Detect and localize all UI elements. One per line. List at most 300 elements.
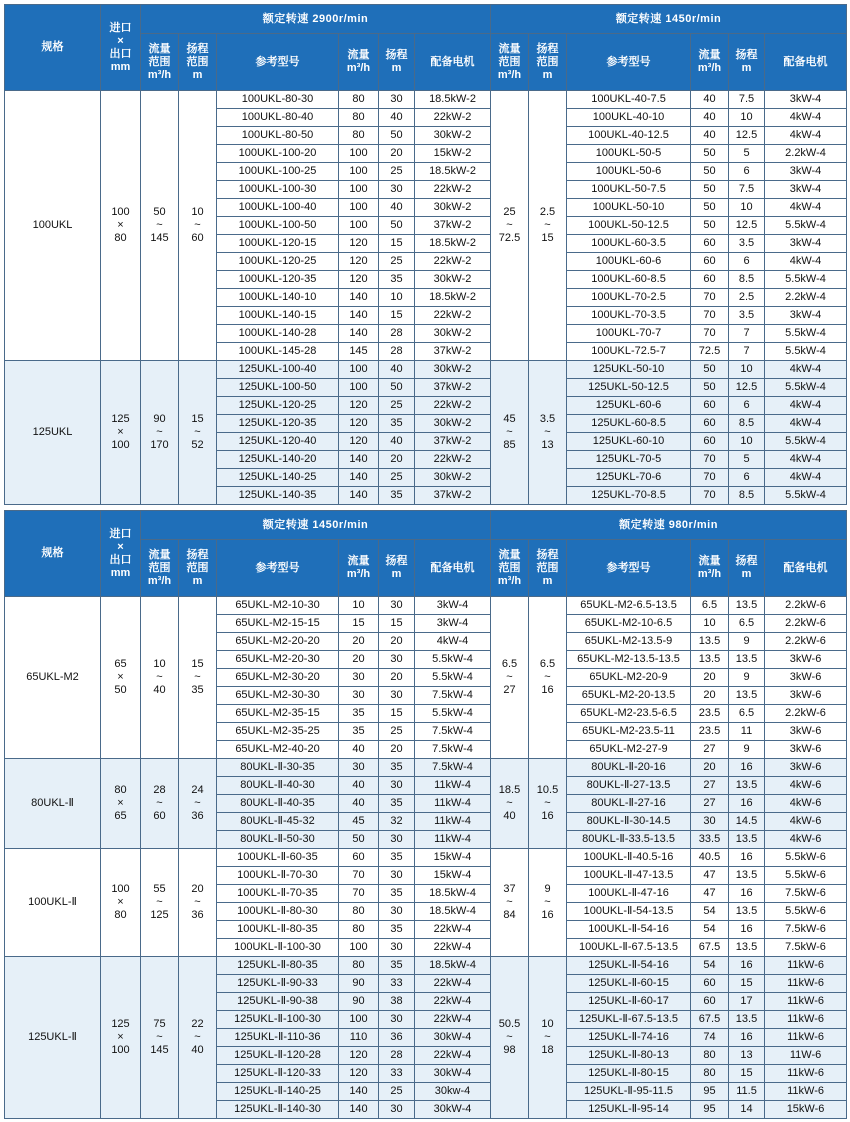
header-head-range-line: 范围: [536, 561, 559, 574]
header-head-range-line: m: [542, 68, 553, 81]
cell-flow-b: 60: [691, 433, 729, 451]
cell-head-b: 6.5: [729, 615, 765, 633]
header-flow-range-line: 流量: [148, 548, 171, 561]
table-row: [5, 597, 847, 615]
group-flow-range-b-line: 72.5: [498, 232, 521, 244]
cell-head-a: 30: [379, 1011, 415, 1029]
header-speed-b: 额定转速 980r/min: [491, 511, 847, 540]
header-head-range-line: 扬程: [536, 42, 559, 55]
header-head: [379, 540, 415, 597]
group-flow-range-a: [141, 849, 179, 957]
group-head-range-a-line: 10: [191, 206, 204, 218]
header-model: 参考型号: [217, 540, 339, 597]
group-head-range-a: [179, 91, 217, 361]
cell-motor-b: 4kW-4: [765, 361, 847, 379]
cell-model-a: 125UKL-Ⅱ-120-33: [217, 1065, 339, 1083]
cell-head-b: 13.5: [729, 651, 765, 669]
cell-motor-a: 37kW-2: [415, 433, 491, 451]
header-flow-range-line: 范围: [148, 561, 171, 574]
cell-motor-a: 30kW-4: [415, 1065, 491, 1083]
cell-head-b: 16: [729, 957, 765, 975]
cell-flow-a: 110: [339, 1029, 379, 1047]
cell-model-b: 100UKL-40-10: [567, 109, 691, 127]
group-io-line: 50: [114, 684, 127, 696]
cell-motor-a: 15kW-4: [415, 867, 491, 885]
cell-model-b: 100UKL-Ⅱ-47-16: [567, 885, 691, 903]
cell-head-b: 6: [729, 253, 765, 271]
cell-head-a: 25: [379, 1083, 415, 1101]
cell-flow-a: 80: [339, 109, 379, 127]
cell-flow-b: 60: [691, 253, 729, 271]
cell-head-a: 35: [379, 885, 415, 903]
cell-motor-a: 7.5kW-4: [415, 741, 491, 759]
header-flow-range-line: 范围: [498, 55, 521, 68]
cell-model-b: 125UKL-Ⅱ-95-11.5: [567, 1083, 691, 1101]
cell-motor-b: 5.5kW-6: [765, 867, 847, 885]
cell-motor-b: 4kW-4: [765, 109, 847, 127]
cell-model-b: 125UKL-Ⅱ-74-16: [567, 1029, 691, 1047]
group-head-range-b: [529, 91, 567, 361]
group-io-line: 125: [111, 1018, 130, 1030]
group-flow-range-b-line: ~: [506, 671, 513, 683]
group-io-line: ×: [117, 797, 124, 809]
cell-motor-b: 11kW-6: [765, 957, 847, 975]
cell-model-a: 100UKL-80-30: [217, 91, 339, 109]
cell-motor-b: 4kW-4: [765, 397, 847, 415]
header-flow-range-line: m³/h: [147, 68, 172, 81]
cell-flow-b: 10: [691, 615, 729, 633]
group-head-range-a-line: ~: [194, 426, 201, 438]
header-flow-range-line: 流量: [498, 42, 521, 55]
cell-model-a: 80UKL-Ⅱ-45-32: [217, 813, 339, 831]
cell-flow-b: 70: [691, 307, 729, 325]
group-head-range-b-line: 15: [541, 232, 554, 244]
cell-head-a: 28: [379, 1047, 415, 1065]
cell-motor-b: 5.5kW-4: [765, 487, 847, 505]
header-head-range-line: 范围: [186, 561, 209, 574]
header-flow-range-line: 范围: [498, 561, 521, 574]
cell-head-b: 9: [729, 669, 765, 687]
cell-motor-a: 7.5kW-4: [415, 723, 491, 741]
group-head-range-a-line: 20: [191, 883, 204, 895]
cell-model-b: 100UKL-72.5-7: [567, 343, 691, 361]
cell-flow-a: 120: [339, 235, 379, 253]
cell-head-b: 10: [729, 433, 765, 451]
cell-model-a: 125UKL-Ⅱ-110-36: [217, 1029, 339, 1047]
group-io-line: ×: [117, 426, 124, 438]
cell-model-b: 125UKL-60-8.5: [567, 415, 691, 433]
header-io: [101, 511, 141, 597]
group-flow-range-b-line: 85: [503, 439, 516, 451]
cell-motor-a: 30kW-2: [415, 469, 491, 487]
group-flow-range-b-line: 50.5: [498, 1018, 521, 1030]
cell-head-a: 40: [379, 199, 415, 217]
group-io-line: 80: [114, 909, 127, 921]
header-flow: [691, 34, 729, 91]
group-io-line: ×: [117, 219, 124, 231]
cell-model-b: 80UKL-Ⅱ-27-16: [567, 795, 691, 813]
cell-head-b: 10: [729, 109, 765, 127]
cell-motor-a: 37kW-2: [415, 487, 491, 505]
cell-head-b: 13: [729, 1047, 765, 1065]
cell-flow-b: 50: [691, 163, 729, 181]
cell-flow-b: 33.5: [691, 831, 729, 849]
header-head-line: m: [391, 62, 402, 74]
cell-head-a: 20: [379, 633, 415, 651]
cell-head-b: 7: [729, 325, 765, 343]
cell-head-a: 25: [379, 253, 415, 271]
group-head-range-b-line: 16: [541, 684, 554, 696]
cell-head-b: 5: [729, 451, 765, 469]
header-flow-range-line: 流量: [498, 548, 521, 561]
group-flow-range-b-line: 37: [503, 883, 516, 895]
group-head-range-b-line: 10.5: [536, 784, 559, 796]
cell-head-b: 13.5: [729, 777, 765, 795]
cell-flow-a: 140: [339, 487, 379, 505]
group-head-range-b-line: 18: [541, 1044, 554, 1056]
cell-motor-b: 5.5kW-6: [765, 849, 847, 867]
cell-flow-a: 100: [339, 181, 379, 199]
cell-motor-b: 11kW-6: [765, 1011, 847, 1029]
cell-head-a: 15: [379, 307, 415, 325]
cell-model-b: 100UKL-60-8.5: [567, 271, 691, 289]
cell-model-a: 100UKL-145-28: [217, 343, 339, 361]
cell-model-b: 65UKL-M2-13.5-13.5: [567, 651, 691, 669]
cell-model-b: 100UKL-Ⅱ-54-13.5: [567, 903, 691, 921]
cell-motor-b: 2.2kW-4: [765, 145, 847, 163]
group-flow-range-b-line: ~: [506, 426, 513, 438]
cell-motor-a: 3kW-4: [415, 615, 491, 633]
group-flow-range-a-line: 10: [153, 658, 166, 670]
header-motor: 配备电机: [765, 540, 847, 597]
cell-model-a: 100UKL-120-35: [217, 271, 339, 289]
cell-model-b: 125UKL-50-12.5: [567, 379, 691, 397]
group-spec: 125UKL: [5, 361, 101, 505]
cell-flow-a: 145: [339, 343, 379, 361]
cell-model-a: 125UKL-Ⅱ-100-30: [217, 1011, 339, 1029]
group-io-line: 65: [114, 810, 127, 822]
cell-model-b: 100UKL-50-12.5: [567, 217, 691, 235]
cell-motor-a: 22kW-2: [415, 307, 491, 325]
cell-model-a: 100UKL-Ⅱ-70-30: [217, 867, 339, 885]
cell-motor-a: 37kW-2: [415, 217, 491, 235]
group-head-range-a-line: ~: [194, 219, 201, 231]
cell-motor-a: 22kW-4: [415, 1047, 491, 1065]
cell-head-b: 6: [729, 397, 765, 415]
cell-flow-b: 40: [691, 109, 729, 127]
cell-model-a: 100UKL-Ⅱ-60-35: [217, 849, 339, 867]
cell-model-b: 80UKL-Ⅱ-27-13.5: [567, 777, 691, 795]
cell-motor-a: 18.5kW-2: [415, 91, 491, 109]
cell-model-a: 125UKL-140-25: [217, 469, 339, 487]
cell-model-a: 100UKL-80-40: [217, 109, 339, 127]
cell-head-a: 32: [379, 813, 415, 831]
group-flow-range-b-line: 6.5: [501, 658, 518, 670]
cell-model-a: 65UKL-M2-35-25: [217, 723, 339, 741]
header-row-speed: [5, 5, 847, 34]
cell-head-b: 15: [729, 1065, 765, 1083]
cell-motor-b: 4kW-4: [765, 451, 847, 469]
group-io-line: 125: [111, 413, 130, 425]
header-head: [729, 34, 765, 91]
cell-motor-a: 18.5kW-4: [415, 957, 491, 975]
cell-motor-a: 11kW-4: [415, 795, 491, 813]
cell-head-a: 15: [379, 705, 415, 723]
cell-head-b: 13.5: [729, 867, 765, 885]
group-io: [101, 597, 141, 759]
group-head-range-b: [529, 849, 567, 957]
header-io-line: 进口: [109, 527, 132, 540]
cell-head-a: 35: [379, 759, 415, 777]
cell-motor-a: 30kW-2: [415, 271, 491, 289]
header-flow-line: 流量: [698, 555, 721, 567]
cell-flow-a: 120: [339, 397, 379, 415]
cell-flow-a: 20: [339, 633, 379, 651]
group-flow-range-b: [491, 597, 529, 759]
cell-motor-a: 22kW-4: [415, 921, 491, 939]
cell-model-b: 100UKL-50-7.5: [567, 181, 691, 199]
cell-flow-a: 140: [339, 325, 379, 343]
cell-model-a: 100UKL-140-28: [217, 325, 339, 343]
cell-head-a: 15: [379, 615, 415, 633]
cell-model-a: 65UKL-M2-30-20: [217, 669, 339, 687]
header-flow-range: [141, 34, 179, 91]
cell-head-b: 10: [729, 361, 765, 379]
cell-flow-b: 20: [691, 669, 729, 687]
cell-model-b: 100UKL-50-6: [567, 163, 691, 181]
group-head-range-b-line: 16: [541, 810, 554, 822]
cell-flow-a: 140: [339, 1101, 379, 1119]
header-head-line: 扬程: [735, 49, 758, 61]
group-flow-range-b: [491, 361, 529, 505]
cell-flow-a: 30: [339, 669, 379, 687]
cell-model-a: 80UKL-Ⅱ-50-30: [217, 831, 339, 849]
cell-motor-b: 2.2kW-6: [765, 597, 847, 615]
cell-head-b: 12.5: [729, 127, 765, 145]
group-spec: 80UKL-Ⅱ: [5, 759, 101, 849]
group-flow-range-b-line: 27: [503, 684, 516, 696]
cell-model-b: 65UKL-M2-23.5-6.5: [567, 705, 691, 723]
cell-flow-b: 40: [691, 127, 729, 145]
group-io-line: 100: [111, 439, 130, 451]
header-row-speed: [5, 511, 847, 540]
cell-head-a: 20: [379, 451, 415, 469]
cell-motor-b: 15kW-6: [765, 1101, 847, 1119]
cell-motor-a: 5.5kW-4: [415, 669, 491, 687]
group-flow-range-b-line: 40: [503, 810, 516, 822]
cell-motor-a: 22kW-2: [415, 451, 491, 469]
cell-flow-b: 27: [691, 777, 729, 795]
cell-flow-a: 20: [339, 651, 379, 669]
cell-model-a: 100UKL-Ⅱ-80-35: [217, 921, 339, 939]
cell-flow-a: 100: [339, 163, 379, 181]
cell-model-a: 100UKL-140-10: [217, 289, 339, 307]
group-flow-range-b-line: ~: [506, 896, 513, 908]
group-flow-range-b-line: 84: [503, 909, 516, 921]
cell-flow-b: 95: [691, 1101, 729, 1119]
cell-head-a: 20: [379, 741, 415, 759]
group-head-range-a-line: 36: [191, 909, 204, 921]
cell-flow-b: 50: [691, 181, 729, 199]
group-flow-range-a-line: 40: [153, 684, 166, 696]
cell-motor-b: 4kW-6: [765, 813, 847, 831]
cell-flow-b: 20: [691, 687, 729, 705]
cell-motor-a: 3kW-4: [415, 597, 491, 615]
cell-motor-b: 2.2kW-6: [765, 633, 847, 651]
cell-motor-a: 7.5kW-4: [415, 687, 491, 705]
group-head-range-a-line: ~: [194, 896, 201, 908]
group-flow-range-a-line: ~: [156, 426, 163, 438]
group-flow-range-a-line: 28: [153, 784, 166, 796]
cell-head-a: 30: [379, 597, 415, 615]
group-flow-range-b-line: ~: [506, 219, 513, 231]
header-flow-range-line: m³/h: [497, 68, 522, 81]
cell-flow-b: 60: [691, 397, 729, 415]
cell-motor-a: 22kW-4: [415, 975, 491, 993]
cell-flow-b: 27: [691, 741, 729, 759]
group-head-range-b-line: 16: [541, 909, 554, 921]
group-head-range-b-line: ~: [544, 671, 551, 683]
group-flow-range-a-line: ~: [156, 797, 163, 809]
cell-head-a: 38: [379, 993, 415, 1011]
cell-motor-a: 30kW-4: [415, 1029, 491, 1047]
header-motor: 配备电机: [415, 34, 491, 91]
group-head-range-b: [529, 361, 567, 505]
cell-flow-a: 100: [339, 939, 379, 957]
cell-flow-b: 23.5: [691, 723, 729, 741]
group-head-range-b-line: 9: [544, 883, 551, 895]
group-head-range-b-line: 13: [541, 439, 554, 451]
cell-motor-a: 11kW-4: [415, 813, 491, 831]
cell-motor-a: 30kW-4: [415, 1101, 491, 1119]
group-head-range-b-line: 6.5: [539, 658, 556, 670]
cell-head-a: 28: [379, 325, 415, 343]
group-flow-range-b: [491, 957, 529, 1119]
group-io-line: ×: [117, 896, 124, 908]
cell-head-a: 35: [379, 849, 415, 867]
cell-model-a: 80UKL-Ⅱ-30-35: [217, 759, 339, 777]
group-head-range-a: [179, 957, 217, 1119]
group-io-line: 100: [111, 883, 130, 895]
cell-model-a: 65UKL-M2-15-15: [217, 615, 339, 633]
header-model: 参考型号: [567, 540, 691, 597]
cell-model-b: 125UKL-70-5: [567, 451, 691, 469]
cell-flow-b: 47: [691, 885, 729, 903]
cell-head-b: 6: [729, 469, 765, 487]
cell-model-b: 125UKL-Ⅱ-60-17: [567, 993, 691, 1011]
cell-model-b: 100UKL-Ⅱ-47-13.5: [567, 867, 691, 885]
cell-head-a: 30: [379, 181, 415, 199]
header-io-line: 出口: [109, 47, 132, 60]
cell-model-a: 100UKL-Ⅱ-80-30: [217, 903, 339, 921]
cell-motor-a: 22kW-2: [415, 181, 491, 199]
group-flow-range-a-line: 145: [150, 232, 169, 244]
cell-head-a: 35: [379, 271, 415, 289]
cell-head-b: 3.5: [729, 235, 765, 253]
cell-motor-b: 4kW-4: [765, 253, 847, 271]
cell-motor-a: 5.5kW-4: [415, 651, 491, 669]
group-io: [101, 91, 141, 361]
cell-flow-a: 120: [339, 1065, 379, 1083]
cell-motor-b: 11kW-6: [765, 975, 847, 993]
cell-head-a: 10: [379, 289, 415, 307]
cell-head-b: 8.5: [729, 415, 765, 433]
header-head-line: m: [741, 568, 752, 580]
header-io-line: mm: [110, 566, 131, 579]
group-head-range-a: [179, 849, 217, 957]
cell-motor-b: 11kW-6: [765, 1065, 847, 1083]
cell-motor-a: 37kW-2: [415, 343, 491, 361]
cell-flow-b: 50: [691, 379, 729, 397]
cell-head-b: 11.5: [729, 1083, 765, 1101]
cell-model-b: 100UKL-40-7.5: [567, 91, 691, 109]
header-flow-line: m³/h: [697, 568, 722, 580]
cell-motor-a: 18.5kW-4: [415, 885, 491, 903]
cell-model-a: 100UKL-100-30: [217, 181, 339, 199]
group-head-range-a-line: 15: [191, 413, 204, 425]
cell-motor-b: 4kW-4: [765, 199, 847, 217]
header-head-range-line: m: [542, 574, 553, 587]
table-row: [5, 957, 847, 975]
cell-model-a: 100UKL-80-50: [217, 127, 339, 145]
header-flow-range: [491, 540, 529, 597]
header-head-range-line: m: [192, 574, 203, 587]
cell-model-b: 65UKL-M2-20-9: [567, 669, 691, 687]
cell-head-b: 7: [729, 343, 765, 361]
cell-head-a: 30: [379, 867, 415, 885]
cell-flow-a: 45: [339, 813, 379, 831]
cell-motor-b: 11W-6: [765, 1047, 847, 1065]
group-flow-range-a: [141, 597, 179, 759]
cell-motor-b: 5.5kW-4: [765, 217, 847, 235]
table-header: [5, 5, 847, 91]
cell-flow-a: 40: [339, 795, 379, 813]
group-head-range-b-line: ~: [544, 896, 551, 908]
cell-head-b: 13.5: [729, 597, 765, 615]
cell-model-a: 65UKL-M2-35-15: [217, 705, 339, 723]
header-motor: 配备电机: [765, 34, 847, 91]
cell-head-b: 7.5: [729, 91, 765, 109]
cell-head-a: 50: [379, 379, 415, 397]
cell-motor-b: 7.5kW-6: [765, 885, 847, 903]
table-body: [5, 597, 847, 1119]
cell-flow-b: 40.5: [691, 849, 729, 867]
cell-motor-b: 2.2kW-6: [765, 705, 847, 723]
cell-model-b: 65UKL-M2-23.5-11: [567, 723, 691, 741]
group-flow-range-a-line: ~: [156, 219, 163, 231]
group-head-range-b-line: ~: [544, 797, 551, 809]
cell-model-b: 65UKL-M2-13.5-9: [567, 633, 691, 651]
cell-flow-b: 6.5: [691, 597, 729, 615]
cell-motor-b: 4kW-6: [765, 831, 847, 849]
group-head-range-a-line: 35: [191, 684, 204, 696]
cell-flow-a: 70: [339, 885, 379, 903]
group-flow-range-a-line: 90: [153, 413, 166, 425]
cell-model-b: 125UKL-50-10: [567, 361, 691, 379]
group-flow-range-a-line: 60: [153, 810, 166, 822]
header-io: [101, 5, 141, 91]
cell-flow-b: 67.5: [691, 1011, 729, 1029]
header-flow-line: m³/h: [346, 62, 371, 74]
cell-head-a: 30: [379, 939, 415, 957]
cell-head-a: 15: [379, 235, 415, 253]
cell-head-b: 13.5: [729, 687, 765, 705]
cell-flow-b: 60: [691, 975, 729, 993]
cell-motor-a: 30kW-2: [415, 361, 491, 379]
cell-flow-a: 80: [339, 903, 379, 921]
cell-motor-a: 15kW-4: [415, 849, 491, 867]
cell-flow-a: 35: [339, 723, 379, 741]
